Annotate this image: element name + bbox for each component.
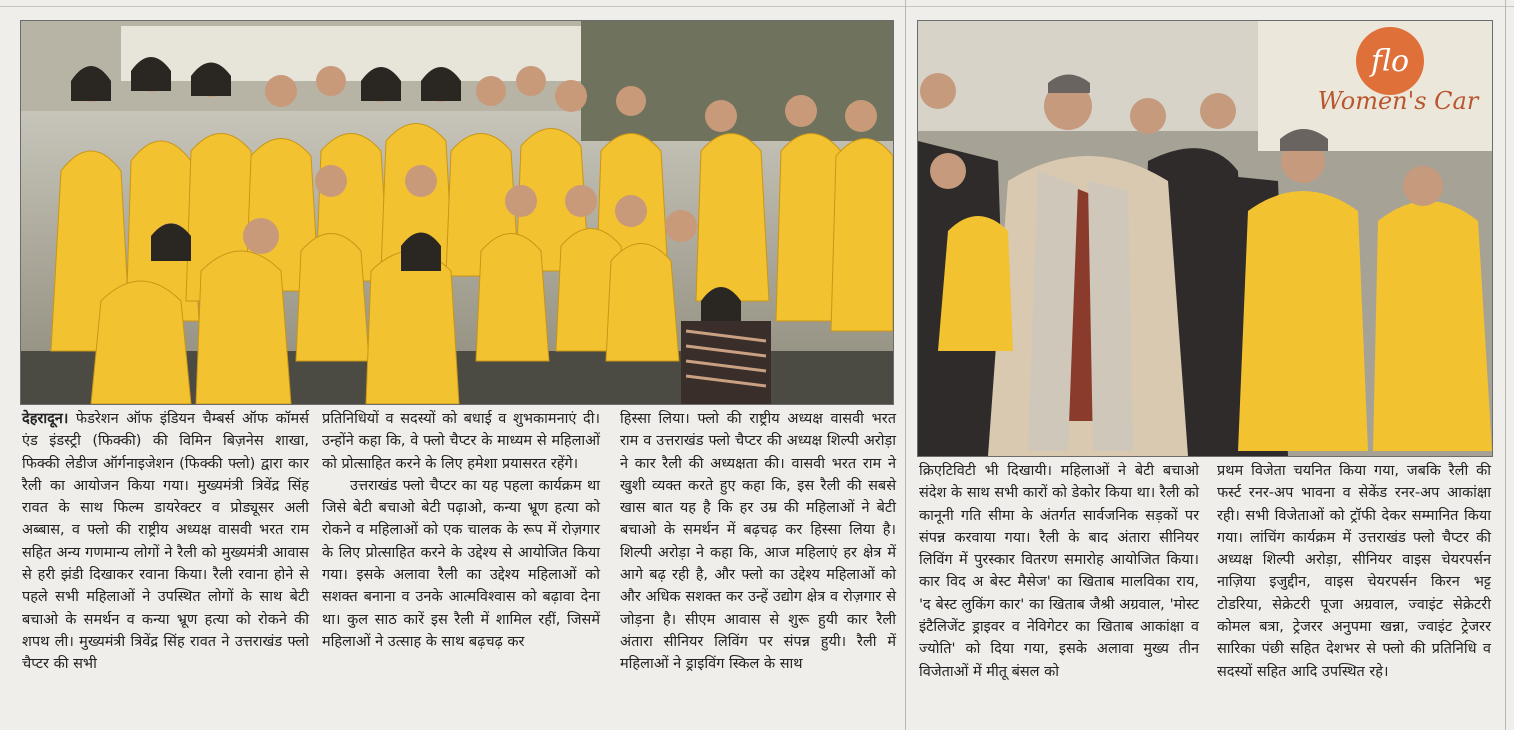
article-text-col2-para2: उत्तराखंड फ्लो चैप्टर का यह पहला कार्यक्रम था जिसे बेटी बचाओ बेटी पढ़ाओ, कन्या भ्रूण हत्या को रोकने व महिलाओं को एक चालक के रूप में रोज़गार के लिए प्रोत्साहित करने के उद्देश्य से आयोजित किया गया। इसके अलावा रैली का उद्देश्य महिलाओं को सशक्त बनाना व उनके आत्मविश्वास को बढ़ावा देना था। कुल साठ कारें इस रैली में शामिल रहीं, जिसमें महिलाओं ने उत्साह के साथ बढ़चढ़ कर — [322, 477, 600, 650]
top-rule — [0, 6, 1514, 7]
article-text-col4: क्रिएटिविटी भी दिखायी। महिलाओं ने बेटी बचाओ संदेश के साथ सभी कारों को डेकोर किया था। रैली को कानूनी गति सीमा के अंतर्गत सार्वजनिक सड़कों पर संपन्न करवाया गया। रैली के बाद अंतारा सीनियर लिविंग में पुरस्कार वितरण समारोह आयोजित किया। कार विद अ बेस्ट मैसेज' का खिताब मालविका राय, 'द बेस्ट लुकिंग कार' का खिताब जैश्री अग्रवाल, 'मोस्ट इंटैलिजेंट ड्राइवर व नेविगेटर का खिताब आकांक्षा व ज्योति' को दिया गया, इसके अलावा मुख्य तीन विजेताओं में मीतू बंसल को — [919, 463, 1199, 680]
article-dateline: देहरादून। — [22, 411, 69, 427]
article-text-col1: फेडरेशन ऑफ इंडियन चैम्बर्स ऑफ कॉमर्स एंड इंडस्ट्री (फिक्की) की विमिन बिज़नेस शाखा, फिक्की लेडीज ऑर्गनाइजेशन (फिक्की फ्लो) द्वारा कार रैली का आयोजन किया गया। मुख्यमंत्री त्रिवेंद्र सिंह रावत के साथ फिल्म डायरेक्टर व प्रोड्यूसर अली अब्बास, व फ्लो की राष्ट्रीय अध्यक्ष वासवी भरत राम सहित अन्य गणमान्य लोगों ने रैली को मुख्यमंत्री आवास से हरी झंडी दिखाकर रवाना किया। रैली रवाना होने से पहले सभी महिलाओं ने उपस्थित लोगों के साथ बेटी बचाओ के समर्थन व कन्या भ्रूण हत्या को रोकने की शपथ ली। मुख्यमंत्री त्रिवेंद्र सिंह रावत ने उत्तराखंड फ्लो चैप्टर की सभी — [22, 411, 309, 673]
group-photo-women-yellow-jackets — [20, 20, 894, 405]
flo-banner-tagline: Women's Car — [1317, 87, 1479, 115]
page-edge-divider — [1505, 0, 1506, 730]
article-column-5 — [1217, 460, 1491, 728]
article-text-col3: हिस्सा लिया। फ्लो की राष्ट्रीय अध्यक्ष वासवी भरत राम व उत्तराखंड फ्लो चैप्टर की अध्यक्ष शिल्पी अरोड़ा ने कार रैली की अध्यक्षता की। वासवी भरत राम ने खुशी व्यक्त करते हुए कहा कि, इस रैली की सबसे खास बात यह है कि हर उम्र की महिलाओं ने बेटी बचाओ के समर्थन में बढ़चढ़ कर हिस्सा लिया है। शिल्पी अरोड़ा ने कहा कि, आज महिलाएं हर क्षेत्र में आगे बढ़ रही है, और फ्लो का उद्देश्य महिलाओं को और अधिक सशक्त कर उन्हें उद्योग क्षेत्र व रोज़गार से जोड़ना है। सीएम आवास से शुरू हुयी कार रैली अंतारा सीनियर लिविंग पर संपन्न हुयी। रैली में महिलाओं ने ड्राइविंग स्किल के साथ — [620, 411, 896, 673]
column-divider — [905, 0, 906, 730]
event-photo-chief-minister — [917, 20, 1493, 457]
article-text-col2-para1: प्रतिनिधियों व सदस्यों को बधाई व शुभकामनाएं दी। उन्होंने कहा कि, वे फ्लो चैप्टर के माध्यम से महिलाओं को प्रोत्साहित करने के लिए हमेशा प्रयासरत रहेंगे। — [322, 411, 600, 472]
article-column-2 — [322, 408, 600, 726]
article-column-1 — [22, 408, 309, 726]
article-text-col5: प्रथम विजेता चयनित किया गया, जबकि रैली की फर्स्ट रनर-अप भावना व सेकेंड रनर-अप आकांक्षा रही। सभी विजेताओं को ट्रॉफी देकर सम्मानित किया गया। लांचिंग कार्यक्रम में उत्तराखंड फ्लो चैप्टर की अध्यक्ष शिल्पी अरोड़ा, सीनियर वाइस चेयरपर्सन नाज़िया इजुद्दीन, वाइस चेयरपर्सन किरन भट्ट टोडरिया, सेक्रेटरी पूजा अग्रवाल, ज्वाइंट सेक्रेटरी कोमल बत्रा, ट्रेजरर अनुपमा खन्ना, ज्वाइंट ट्रेजरर सारिका पंछी सहित देशभर से फ्लो की प्रतिनिधि व सदस्यों सहित आदि उपस्थित रहे। — [1217, 463, 1491, 680]
article-column-4 — [919, 460, 1199, 728]
flo-logo-text: flo — [1370, 44, 1410, 79]
article-column-3 — [620, 408, 896, 726]
